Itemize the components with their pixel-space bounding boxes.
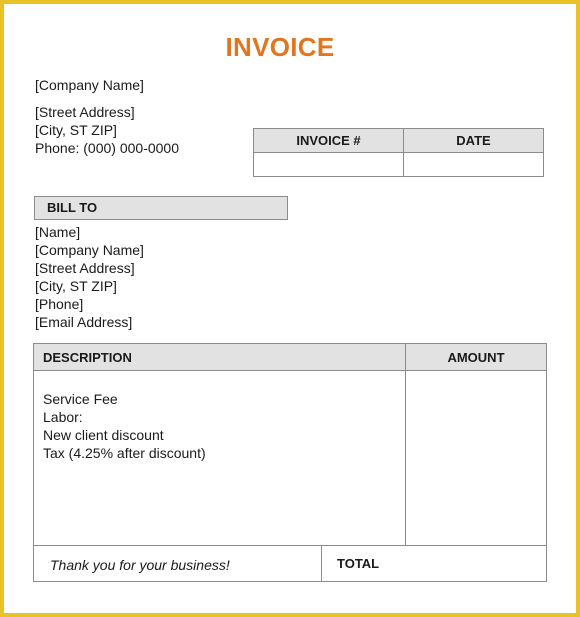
invoice-number-header: INVOICE #	[254, 129, 404, 153]
bill-to-city-state-zip: [City, ST ZIP]	[35, 278, 117, 294]
line-item-service-fee: Service Fee	[43, 391, 118, 407]
bill-to-company-name: [Company Name]	[35, 242, 144, 258]
line-item-labor: Labor:	[43, 409, 83, 425]
bill-to-street-address: [Street Address]	[35, 260, 135, 276]
bill-to-email: [Email Address]	[35, 314, 133, 330]
column-divider	[405, 344, 406, 545]
sender-company-name: [Company Name]	[35, 77, 144, 93]
bill-to-block	[35, 223, 144, 331]
amount-header: AMOUNT	[447, 350, 505, 365]
date-value	[404, 153, 544, 177]
line-item-tax: Tax (4.25% after discount)	[43, 445, 206, 461]
line-items-list	[43, 390, 206, 462]
sender-city-state-zip: [City, ST ZIP]	[35, 122, 117, 138]
bill-to-phone: [Phone]	[35, 296, 84, 312]
footer-column-divider	[321, 545, 322, 581]
bill-to-name: [Name]	[35, 224, 81, 240]
invoice-number-value	[254, 153, 404, 177]
sender-spacer	[35, 94, 179, 103]
sender-street-address: [Street Address]	[35, 104, 135, 120]
bill-to-header: BILL TO	[34, 196, 288, 220]
line-item-discount: New client discount	[43, 427, 164, 443]
thank-you-note: Thank you for your business!	[50, 557, 230, 573]
invoice-title: INVOICE	[225, 32, 335, 62]
footer-divider	[34, 545, 546, 546]
description-header: DESCRIPTION	[43, 350, 132, 365]
date-header: DATE	[404, 129, 544, 153]
line-items-table	[33, 343, 547, 582]
line-items-header	[34, 344, 546, 371]
meta-header-row	[254, 129, 544, 153]
invoice-meta-table	[253, 128, 544, 177]
meta-value-row	[254, 153, 544, 177]
sender-phone: Phone: (000) 000-0000	[35, 140, 179, 156]
total-label: TOTAL	[337, 556, 380, 571]
sender-block	[35, 76, 179, 157]
